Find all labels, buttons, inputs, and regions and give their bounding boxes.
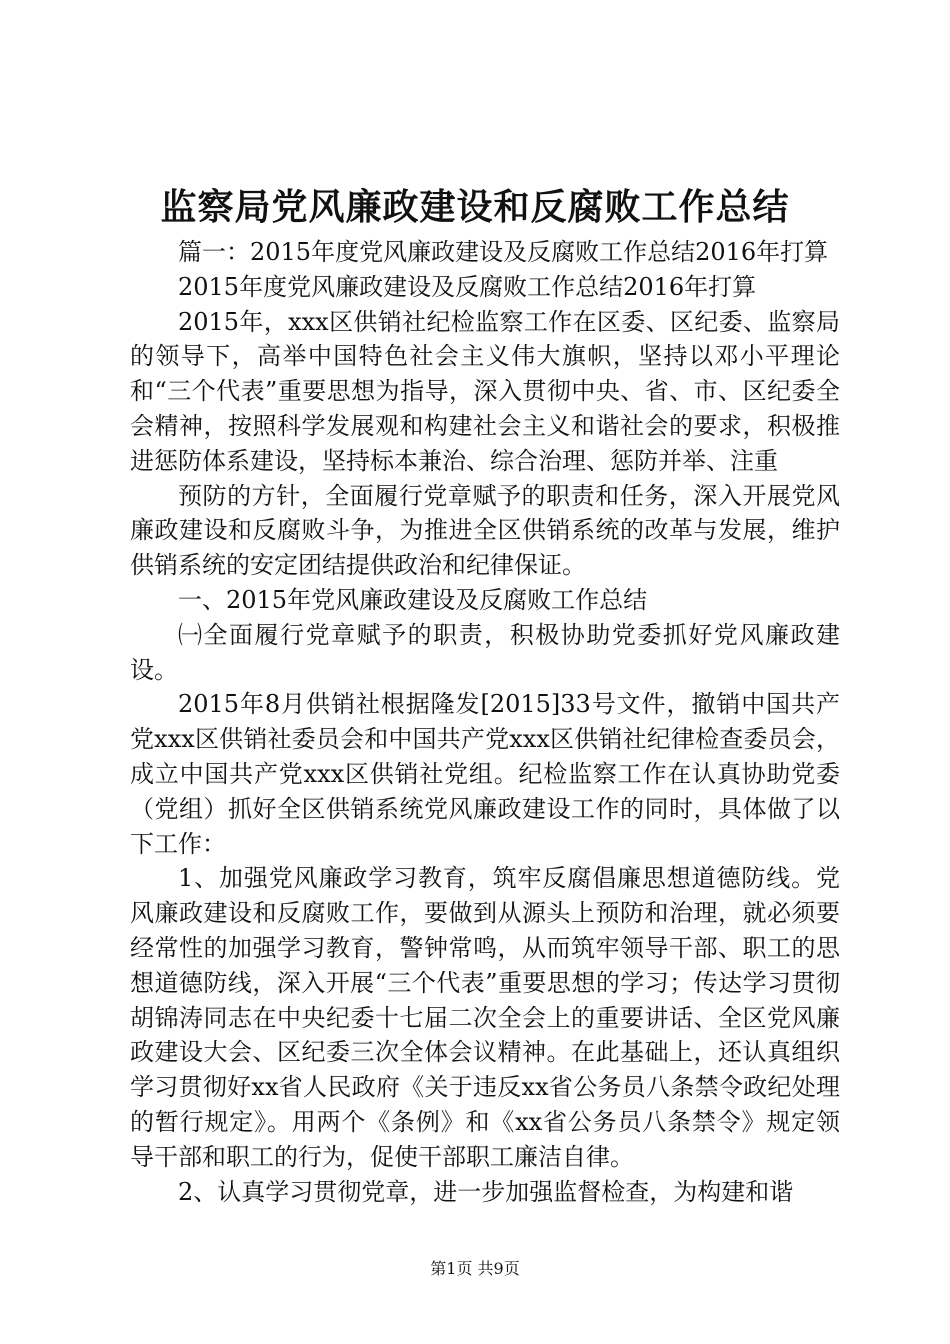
- page-number-footer: 第1页 共9页: [430, 1259, 520, 1278]
- paragraph-heading: 2015年度党风廉政建设及反腐败工作总结2016年打算: [178, 272, 757, 301]
- paragraph: 2015年8月供销社根据隆发[2015]33号文件，撤销中国共产党xxx区供销社委员会和中国共产党xxx区供销社纪律检查委员会，成立中国共产党xxx区供销社党组。纪检监察工作在认真协助党委（党组）抓好全区供销系统党风廉政建设工作的同时，具体做了以下工作：: [130, 690, 840, 858]
- paragraph: 预防的方针，全面履行党章赋予的职责和任务，深入开展党风廉政建设和反腐败斗争，为推进全区供销系统的改革与发展，维护供销系统的安定团结提供政治和纪律保证。: [130, 481, 840, 580]
- document-title: 监察局党风廉政建设和反腐败工作总结: [160, 186, 790, 228]
- paragraph: 2015年，xxx区供销社纪检监察工作在区委、区纪委、监察局的领导下，高举中国特色社会主义伟大旗帜，坚持以邓小平理论和“三个代表”重要思想为指导，深入贯彻中央、省、市、区纪委全会精神，按照科学发展观和构建社会主义和谐社会的要求，积极推进惩防体系建设，坚持标本兼治、综合治理、惩防并举、注重: [130, 307, 840, 475]
- paragraph: 1、加强党风廉政学习教育，筑牢反腐倡廉思想道德防线。党风廉政建设和反腐败工作，要做到从源头上预防和治理，就必须要经常性的加强学习教育，警钟常鸣，从而筑牢领导干部、职工的思想道德防线，深入开展“三个代表”重要思想的学习；传达学习贯彻胡锦涛同志在中央纪委十七届二次全会上的重要讲话、全区党风廉政建设大会、区纪委三次全体会议精神。在此基础上，还认真组织学习贯彻好xx省人民政府《关于违反xx省公务员八条禁令政纪处理的暂行规定》。用两个《条例》和《xx省公务员八条禁令》规定领导干部和职工的行为，促使干部职工廉洁自律。: [130, 864, 840, 1171]
- paragraph: 2、认真学习贯彻党章，进一步加强监督检查，为构建和谐: [178, 1177, 794, 1206]
- document-body: [130, 235, 840, 1209]
- paragraph-subtitle: 篇一：2015年度党风廉政建设及反腐败工作总结2016年打算: [178, 238, 829, 266]
- subsection-heading: ㈠全面履行党章赋予的职责，积极协助党委抓好党风廉政建设。: [130, 620, 840, 684]
- section-heading: 一、2015年党风廉政建设及反腐败工作总结: [178, 585, 648, 614]
